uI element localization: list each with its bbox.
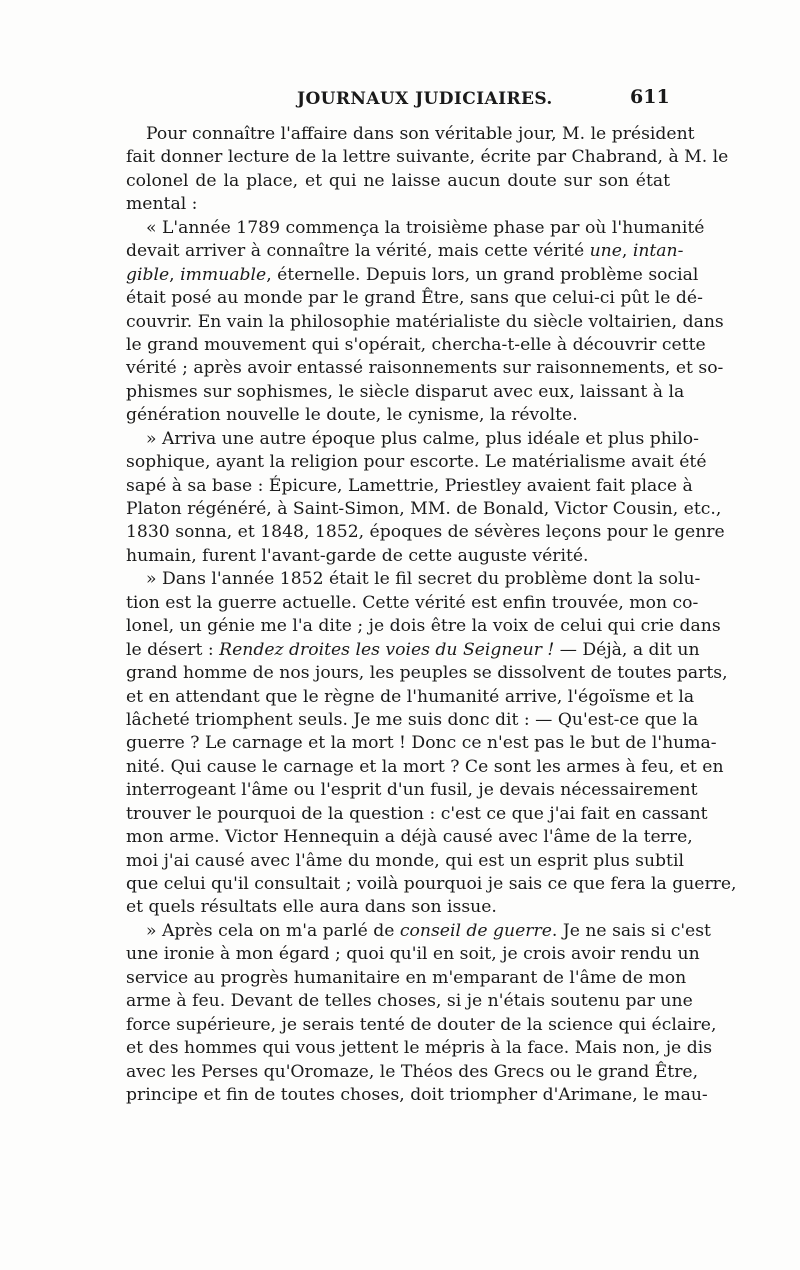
- text-line: que celui qu'il consultait ; voilà pourquoi je sais ce que fera la guerre,: [126, 874, 737, 894]
- text-line: 1830 sonna, et 1848, 1852, époques de sévères leçons pour le genre: [126, 522, 725, 543]
- text-line: interrogeant l'âme ou l'esprit d'un fusil, je devais nécessairement: [126, 780, 698, 801]
- text-line: phismes sur sophismes, le siècle disparut avec eux, laissant à la: [126, 381, 685, 402]
- text-line: » Arriva une autre époque plus calme, plus idéale et plus philo-: [146, 428, 699, 449]
- text-line: mon arme. Victor Hennequin a déjà causé avec l'âme de la terre,: [126, 827, 693, 848]
- text-line: force supérieure, je serais tenté de douter de la science qui éclaire,: [126, 1014, 717, 1035]
- text-line: colonel de la place, et qui ne laisse aucun doute sur son état: [126, 170, 670, 191]
- text-line: et en attendant que le règne de l'humanité arrive, l'égoïsme et la: [126, 686, 695, 707]
- text-line: mental :: [126, 194, 198, 215]
- text-line: avec les Perses qu'Oromaze, le Théos des Grecs ou le grand Être,: [126, 1061, 699, 1082]
- text-line: fait donner lecture de la lettre suivante, écrite par Chabrand, à M. le: [126, 147, 729, 168]
- text-line: grand homme de nos jours, les peuples se dissolvent de toutes parts,: [126, 663, 728, 684]
- text-line: trouver le pourquoi de la question : c'est ce que j'ai fait en cassant: [126, 803, 708, 824]
- text-line: couvrir. En vain la philosophie matérialiste du siècle voltairien, dans: [126, 311, 724, 332]
- text-line: le désert : Rendez droites les voies du Seigneur ! — Déjà, a dit un: [126, 639, 700, 660]
- italic-word: intan-: [632, 241, 684, 262]
- text-line: lonel, un génie me l'a dite ; je dois être la voix de celui qui crie dans: [126, 616, 721, 637]
- text-line: génération nouvelle le doute, le cynisme, la révolte.: [126, 405, 578, 426]
- text-line: sophique, ayant la religion pour escorte. Le matérialisme avait été: [126, 452, 707, 473]
- page-number: 611: [630, 86, 670, 108]
- text-line: tion est la guerre actuelle. Cette vérité est enfin trouvée, mon co-: [126, 592, 699, 613]
- text-line: guerre ? Le carnage et la mort ! Donc ce n'est pas le but de l'huma-: [126, 733, 717, 754]
- running-header: JOURNAUX JUDICIAIRES.: [297, 89, 553, 109]
- text-line: et des hommes qui vous jettent le mépris à la face. Mais non, je dis: [126, 1038, 713, 1059]
- page-body: [126, 123, 737, 1107]
- text-line: » Dans l'année 1852 était le fil secret du problème dont la solu-: [146, 569, 701, 590]
- text-line: devait arriver à connaître la vérité, mais cette vérité une, intan-: [126, 241, 684, 262]
- text-line: Platon régénéré, à Saint-Simon, MM. de Bonald, Victor Cousin, etc.,: [126, 499, 722, 519]
- text-line: le grand mouvement qui s'opérait, chercha-t-elle à découvrir cette: [126, 334, 706, 355]
- text-line: » Après cela on m'a parlé de conseil de guerre. Je ne sais si c'est: [146, 920, 711, 941]
- text-line: humain, furent l'avant-garde de cette auguste vérité.: [126, 545, 589, 566]
- text-line: lâcheté triomphent seuls. Je me suis donc dit : — Qu'est-ce que la: [126, 709, 699, 730]
- text-line: nité. Qui cause le carnage et la mort ? Ce sont les armes à feu, et en: [126, 756, 724, 777]
- italic-word: gible: [126, 264, 170, 285]
- italic-word: une: [589, 241, 622, 262]
- text-line: sapé à sa base : Épicure, Lamettrie, Priestley avaient fait place à: [126, 475, 693, 496]
- text-line: une ironie à mon égard ; quoi qu'il en soit, je crois avoir rendu un: [126, 944, 700, 965]
- text-line: arme à feu. Devant de telles choses, si je n'étais soutenu par une: [126, 991, 693, 1012]
- italic-phrase: conseil de guerre: [399, 920, 552, 941]
- text-line: principe et fin de toutes choses, doit triompher d'Arimane, le mau-: [126, 1084, 708, 1105]
- text-line: Pour connaître l'affaire dans son véritable jour, M. le président: [146, 124, 695, 144]
- text-line: et quels résultats elle aura dans son issue.: [126, 897, 497, 918]
- italic-phrase: Rendez droites les voies du Seigneur !: [219, 639, 555, 660]
- text-line: « L'année 1789 commença la troisième phase par où l'humanité: [146, 217, 705, 238]
- text-line: service au progrès humanitaire en m'emparant de l'âme de mon: [126, 967, 687, 988]
- text-line: vérité ; après avoir entassé raisonnements sur raisonnements, et so-: [126, 358, 724, 379]
- italic-word: immuable: [180, 264, 267, 285]
- text-line: était posé au monde par le grand Être, sans que celui-ci pût le dé-: [126, 288, 703, 309]
- text-line: gible, immuable, éternelle. Depuis lors, un grand problème social: [126, 264, 699, 285]
- text-line: moi j'ai causé avec l'âme du monde, qui est un esprit plus subtil: [126, 850, 684, 871]
